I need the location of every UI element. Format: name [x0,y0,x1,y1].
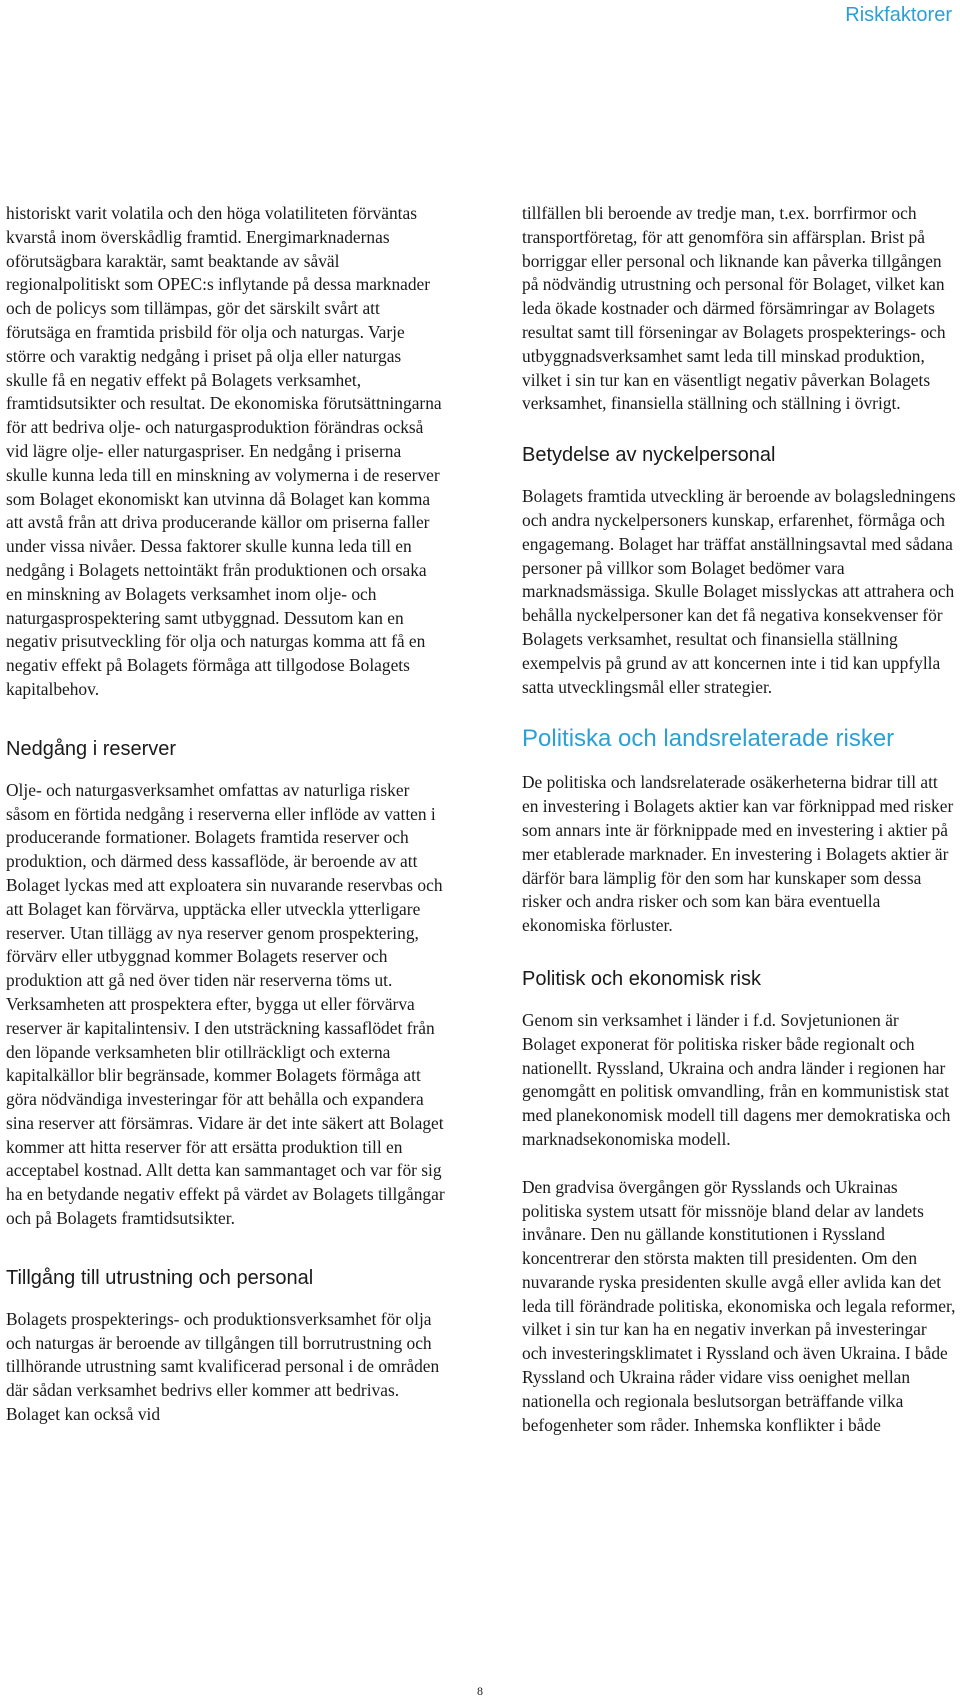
paragraph: historiskt varit volatila och den höga volatiliteten förväntas kvarstå inom överskådlig framtid. Energimarknadernas oförutsägbara karaktär, samt beaktande av såväl regionalpolitiskt som OPEC:s inflytande på dessa marknader och de policys som tillämpas, gör det särskilt svårt att förutsäga en framtida prisbild för olja och naturgas. Varje större och varaktig nedgång i priset på olja eller naturgas skulle få en negativ effekt på Bolagets verksamhet, framtidsutsikter och resultat. De ekonomiska förutsättningarna för att bedriva olje- och naturgasproduktion förändras också vid lägre olje- eller naturgaspriser. En nedgång i priserna skulle kunna leda till en minskning av volymerna i de reserver som Bolaget ekonomiskt kan utvinna då Bolaget kan komma att avstå från att driva producerande källor om priserna faller under vissa nivåer. Dessa faktorer skulle kunna leda till en nedgång i Bolagets nettointäkt från produktionen och orsaka en minskning av Bolagets verksamhet inom olje- och naturgasprospektering samt utbyggnad. Dessutom kan en negativ prisutveckling för olja och naturgas komma att få en negativ effekt på Bolagets förmåga att tillgodose Bolagets kapitalbehov. [6,203,442,699]
page-number: 8 [477,1684,483,1698]
heading-political-country-risks: Politiska och landsrelaterade risker [522,725,895,753]
heading-key-personnel: Betydelse av nyckelpersonal [522,444,776,467]
paragraph: Den gradvisa övergången gör Rysslands och Ukrainas politiska system utsatt för missnöje bland delar av landets invånare. Den nu gällande konstitutionen i Ryssland koncentrerar den största makten till presidenten. Om den nuvarande ryska presidenten skulle avgå eller avlida kan det leda till förändrade politiska, ekonomiska och legala reformer, vilket i sin tur kan ha en negativ inverkan på investeringar och investeringsklimatet i Ryssland och även Ukraina. I både Ryssland och Ukraina råder vidare viss oenighet mellan nationella och regionala beslutsorgan beträffande vilka befogenheter som råder. Inhemska konflikter i både [522,1176,956,1435]
right-column [522,202,956,1437]
heading-political-economic-risk: Politisk och ekonomisk risk [522,967,761,990]
section-title: Riskfaktorer [845,4,952,26]
paragraph: Bolagets framtida utveckling är beroende av bolagsledningens och andra nyckelpersoners kunskap, erfarenhet, förmåga och engagemang. Bolaget har träffat anställningsavtal med sådana personer på villkor som Bolaget bedömer vara marknadsmässiga. Skulle Bolaget misslyckas att attrahera och behålla nyckelpersoner kan det få negativa konsekvenser för Bolagets verksamhet, resultat och finansiella ställning exempelvis på grund av att koncernen inte i tid kan uppfylla satta utvecklingsmål eller strategier. [522,486,956,697]
heading-equipment-personnel: Tillgång till utrustning och personal [6,1266,314,1289]
paragraph: De politiska och landsrelaterade osäkerheterna bidrar till att en investering i Bolagets aktier kan var förknippad med risker som annars inte är förknippade med en investering i aktier på mer etablerade marknader. En investering i Bolagets aktier är därför bara lämplig för den som har kunskaper som dessa risker och andra risker och som kan bära eventuella ekonomiska förluster. [522,772,954,936]
paragraph: Olje- och naturgasverksamhet omfattas av naturliga risker såsom en förtida nedgång i reserverna eller inflöde av vatten i producerande formationer. Bolagets framtida reserver och produktion, och därmed dess kassaflöde, är beroende av att Bolaget lyckas med att exploatera sin nuvarande reservbas och att Bolaget kan förvärva, upptäcka eller utveckla ytterligare reserver. Utan tillägg av nya reserver genom prospektering, förvärv eller utbyggnad kommer Bolagets reserver och produktion att gå ned över tiden när reserverna töms ut. Verksamheten att prospektera efter, bygga ut eller förvärva reserver är kapitalintensiv. I den utsträckning kassaflödet från den löpande verksamheten blir otillräckligt och externa kapitalkällor blir begränsade, kommer Bolagets förmåga att göra nödvändiga investeringar för att behålla och expandera sina reserver att försämras. Vidare är det inte säkert att Bolaget kommer att hitta reserver för att ersätta produktion till en acceptabel kostnad. Allt detta kan sammantaget och var för sig ha en betydande negativ effekt på värdet av Bolagets tillgångar och på Bolagets framtidsutsikter. [6,779,445,1229]
paragraph: Genom sin verksamhet i länder i f.d. Sovjetunionen är Bolaget exponerat för politiska risker både regionalt och nationellt. Ryssland, Ukraina och andra länder i regionen har genomgått en politisk omvandling, från en kommunistisk stat med planekonomisk modell till dagens mer demokratiska och marknadsekonomiska modell. [522,1009,951,1149]
paragraph: Bolagets prospekterings- och produktionsverksamhet för olja och naturgas är beroende av tillgången till borrutrustning och tillhörande utrustning samt kvalificerad personal i de områden där sådan verksamhet bedrivs eller kommer att bedrivas. Bolaget kan också vid [6,1308,440,1425]
heading-reserves: Nedgång i reserver [6,737,177,760]
paragraph: tillfällen bli beroende av tredje man, t.ex. borrfirmor och transportföretag, för att genomföra sin affärsplan. Brist på borriggar eller personal och liknande kan påverka tillgången på nödvändig utrustning och personal för Bolaget, vilket kan leda ökade kostnader och därmed försämringar av Bolagets resultat samt till förseningar av Bolagets prospekterings- och utbyggnadsverksamhet samt leda till minskad produktion, vilket i sin tur kan en väsentligt negativ påverkan Bolagets verksamhet, finansiella ställning och ställning i övrigt. [522,203,946,414]
left-column [6,202,446,1427]
